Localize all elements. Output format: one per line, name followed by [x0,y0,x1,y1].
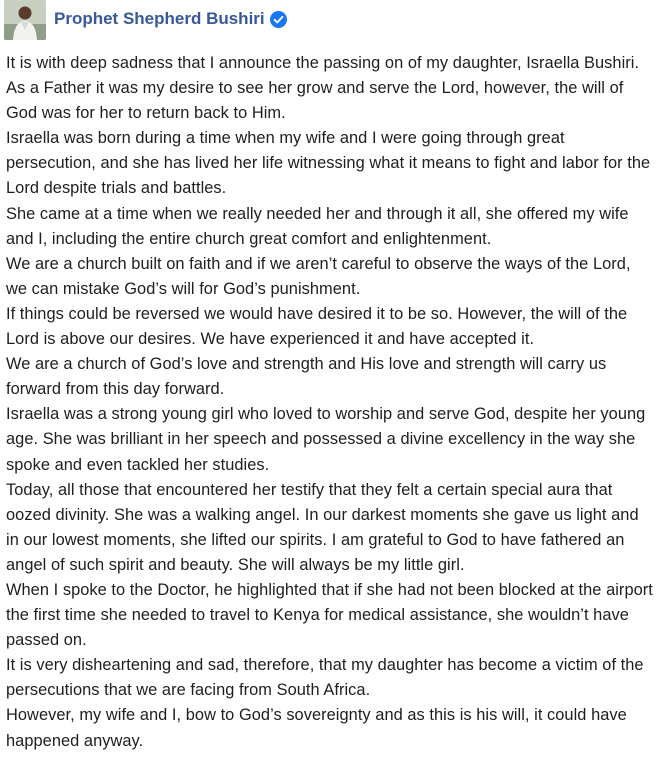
post-paragraph: We are a church of God’s love and strength and His love and strength will carry us forward from this day forward. [6,355,607,399]
profile-avatar[interactable] [4,0,46,40]
post-paragraph: She came at a time when we really needed her and through it all, she offered my wife and I, including the entire church great comfort and enlightenment. [6,204,629,248]
post-paragraph: Today, all those that encountered her testify that they felt a certain special aura that oozed divinity. She was a walking angel. In our darkest moments she gave us light and in our lowest moments, she lifted our spirits. I am grateful to God to have fathered an angel of such spirit and beauty. She will always be my little girl. [6,480,639,574]
post-paragraph: As a Father it was my desire to see her grow and serve the Lord, however, the will of God was for her to return back to Him. [6,79,624,123]
post-paragraph: Israella was a strong young girl who loved to worship and serve God, despite her young age. She was brilliant in her speech and possessed a divine excellency in the way she spoke and even tackled her studies. [6,405,646,474]
post-paragraph: It is with deep sadness that I announce the passing on of my daughter, Israella Bushiri. [6,54,640,72]
post-paragraph: However, my wife and I, bow to God’s sovereignty and as this is his will, it could have happened anyway. [6,706,627,750]
post-paragraph: We are a church built on faith and if we aren’t careful to observe the ways of the Lord, we can mistake God’s will for God’s punishment. [6,254,631,298]
post-header [0,0,662,42]
avatar-photo-icon [4,0,46,40]
author-name[interactable]: Prophet Shepherd Bushiri [54,9,265,28]
post-paragraph: Israella was born during a time when my wife and I were going through great persecution, and she has lived her life witnessing what it means to fight and labor for the Lord despite trials and battles. [6,129,651,198]
post-paragraph: It is very disheartening and sad, therefore, that my daughter has become a victim of the persecutions that we are facing from South Africa. [6,656,644,700]
post-body [6,51,656,754]
post-paragraph: When I spoke to the Doctor, he highlighted that if she had not been blocked at the airport the first time she needed to travel to Kenya for medical assistance, she wouldn’t have passed on. [6,580,653,650]
verified-badge-icon [270,11,287,28]
post-paragraph: If things could be reversed we would have desired it to be so. However, the will of the Lord is above our desires. We have experienced it and have accepted it. [6,304,628,349]
author-name-link[interactable] [54,9,287,29]
